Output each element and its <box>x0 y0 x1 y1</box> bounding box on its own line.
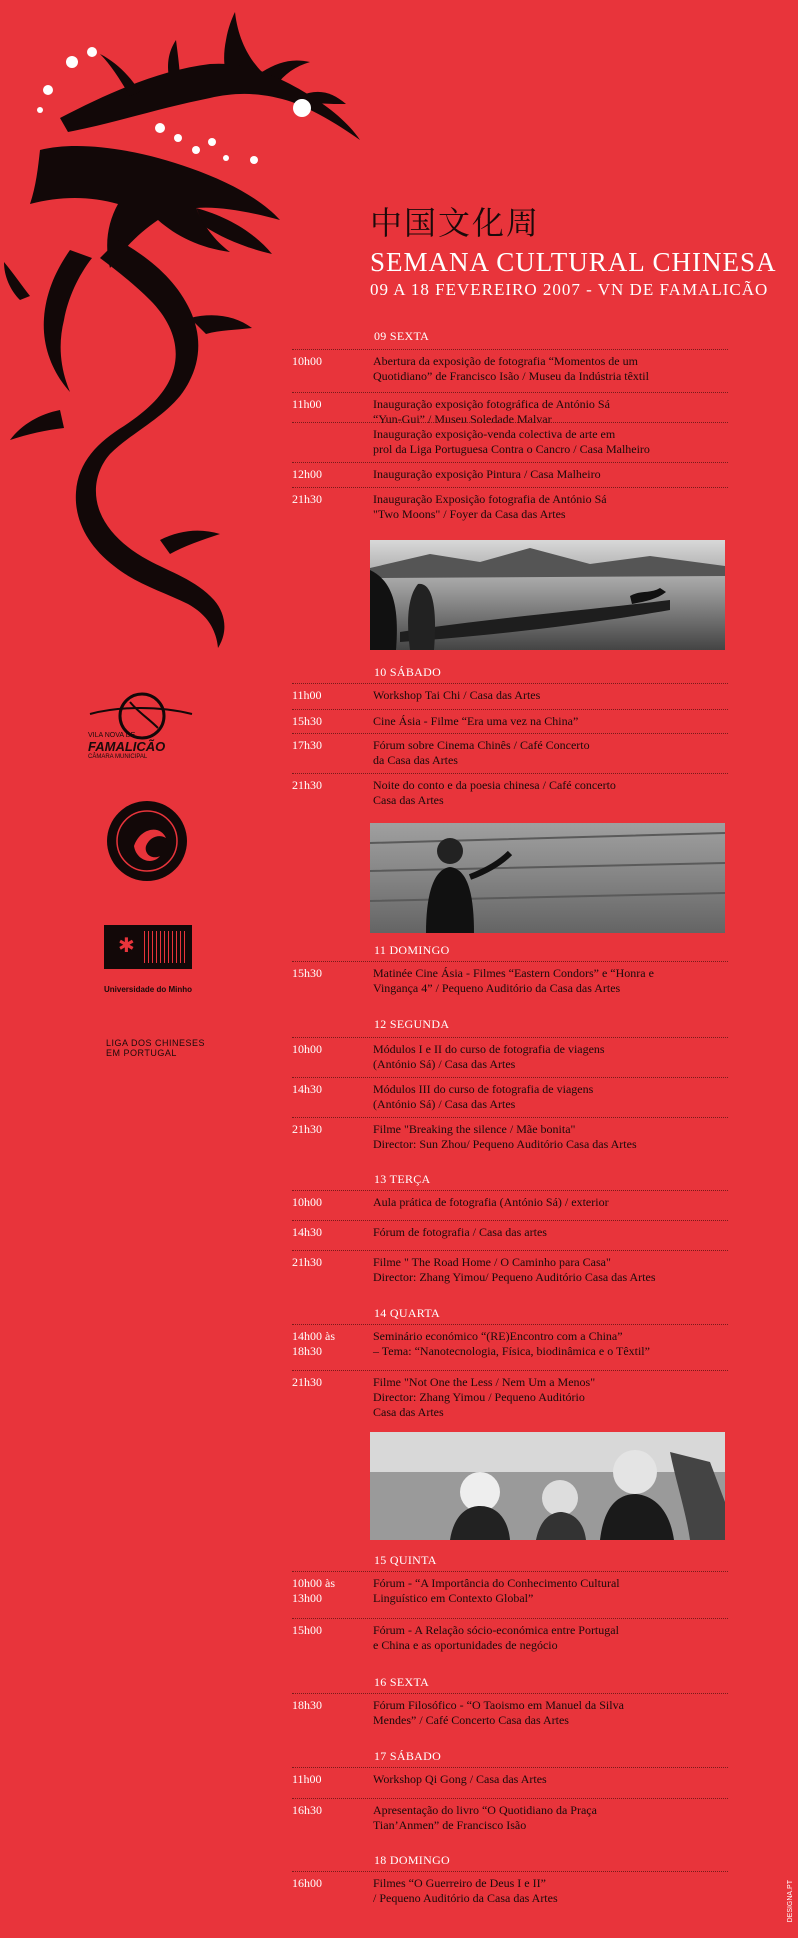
event-description <box>373 1042 728 1072</box>
title-chinese: 中国文化周 <box>370 204 541 242</box>
event-time: 21h30 <box>292 1122 322 1136</box>
event-description <box>373 1576 728 1606</box>
event-description-line: Cine Ásia - Filme “Era uma vez na China” <box>373 714 579 728</box>
event-row <box>292 462 728 481</box>
confucius-institute-logo <box>104 798 190 884</box>
event-description <box>373 1329 728 1359</box>
liga-chineses-logo <box>106 1038 205 1058</box>
event-description <box>373 1122 728 1152</box>
event-description-line: – Tema: “Nanotecnologia, Física, biodinâmica e o Têxtil” <box>373 1344 650 1358</box>
event-description <box>373 1255 728 1285</box>
event-description-line: Workshop Tai Chi / Casa das Artes <box>373 688 541 702</box>
liga-line1: LIGA DOS CHINESES <box>106 1038 206 1048</box>
event-description-line: Filme "Breaking the silence / Mãe bonita" <box>373 1122 576 1136</box>
event-description <box>373 1375 728 1420</box>
event-description-line: Fórum - “A Importância do Conhecimento Cultural <box>373 1576 620 1590</box>
event-description <box>373 1225 728 1240</box>
event-time: 11h00 <box>292 1772 322 1786</box>
event-description-line: Mendes” / Café Concerto Casa das Artes <box>373 1713 569 1727</box>
event-description <box>373 1876 728 1906</box>
event-row <box>292 422 728 456</box>
event-description <box>373 1623 728 1653</box>
event-description <box>373 427 728 457</box>
event-description-line: Linguístico em Contexto Global” <box>373 1591 534 1605</box>
event-row <box>292 1250 728 1284</box>
event-row <box>292 1077 728 1111</box>
page-title: SEMANA CULTURAL CHINESA <box>370 247 777 277</box>
day-heading: 09 SEXTA <box>374 329 430 343</box>
event-time: 14h00 às 18h30 <box>292 1329 335 1358</box>
event-row <box>292 1767 728 1786</box>
famalicao-logo <box>80 688 195 768</box>
event-time: 10h00 <box>292 1042 322 1056</box>
uminho-name: Universidade do Minho <box>104 985 193 994</box>
day-heading: 18 DOMINGO <box>374 1853 450 1867</box>
event-time: 21h30 <box>292 778 322 792</box>
event-description-line: "Two Moons" / Foyer da Casa das Artes <box>373 507 566 521</box>
photo-children-classroom <box>370 1432 725 1540</box>
event-description-line: Filme "Not One the Less / Nem Um a Menos" <box>373 1375 596 1389</box>
famalicao-line3: CÂMARA MUNICIPAL <box>88 754 148 760</box>
event-time: 17h30 <box>292 738 322 752</box>
event-description <box>373 467 728 482</box>
day-heading: 15 QUINTA <box>374 1553 437 1567</box>
event-description-line: Aula prática de fotografia (António Sá) / exterior <box>373 1195 609 1209</box>
event-description <box>373 492 728 522</box>
event-description <box>373 1082 728 1112</box>
event-row <box>292 683 728 702</box>
event-row <box>292 1571 728 1605</box>
event-row <box>292 1190 728 1209</box>
event-time: 14h30 <box>292 1225 322 1239</box>
day-heading: 17 SÁBADO <box>374 1749 442 1763</box>
day-heading: 14 QUARTA <box>374 1306 441 1320</box>
liga-line2: EM PORTUGAL <box>106 1048 177 1058</box>
event-row <box>292 1798 728 1832</box>
event-description-line: Workshop Qi Gong / Casa das Artes <box>373 1772 547 1786</box>
event-row <box>292 1871 728 1905</box>
event-time: 14h30 <box>292 1082 322 1096</box>
event-description <box>373 966 728 996</box>
event-time: 11h00 <box>292 688 322 702</box>
day-heading: 12 SEGUNDA <box>374 1017 450 1031</box>
event-description <box>373 688 728 703</box>
event-description-line: Fórum sobre Cinema Chinês / Café Concerto <box>373 738 590 752</box>
event-description-line: Matinée Cine Ásia - Filmes “Eastern Condors” e “Honra e <box>373 966 654 980</box>
event-description-line: Abertura da exposição de fotografia “Momentos de um <box>373 354 638 368</box>
event-description-line: Fórum de fotografia / Casa das artes <box>373 1225 547 1239</box>
event-description <box>373 778 728 808</box>
uminho-emblem <box>104 925 192 969</box>
confucius-seal-icon <box>104 798 190 884</box>
event-description <box>373 1803 728 1833</box>
event-row <box>292 733 728 767</box>
famalicao-name: FAMALICÃO <box>88 739 166 754</box>
photo-boats-lake <box>370 540 725 650</box>
event-description <box>373 738 728 768</box>
event-row <box>292 709 728 728</box>
event-time: 21h30 <box>292 1255 322 1269</box>
event-description-line: Tian’Anmen” de Francisco Isão <box>373 1818 527 1832</box>
dragon-illustration <box>0 0 365 660</box>
event-description-line: / Pequeno Auditório da Casa das Artes <box>373 1891 558 1905</box>
event-row <box>292 961 728 995</box>
event-time: 12h00 <box>292 467 322 481</box>
event-description-line: Filmes “O Guerreiro de Deus I e II” <box>373 1876 546 1890</box>
event-row <box>292 773 728 807</box>
event-time: 16h30 <box>292 1803 322 1817</box>
event-row <box>292 349 728 383</box>
event-description-line: Inauguração exposição-venda colectiva de arte em <box>373 427 616 441</box>
event-row <box>292 1117 728 1151</box>
event-time: 10h00 às 13h00 <box>292 1576 335 1605</box>
event-description <box>373 1772 728 1787</box>
event-description-line: Módulos III do curso de fotografia de viagens <box>373 1082 594 1096</box>
event-row <box>292 1693 728 1727</box>
event-description-line: Fórum - A Relação sócio-económica entre Portugal <box>373 1623 619 1637</box>
event-description-line: Fórum Filosófico - “O Taoismo em Manuel da Silva <box>373 1698 624 1712</box>
event-description <box>373 354 728 384</box>
event-description-line: e China e as oportunidades de negócio <box>373 1638 558 1652</box>
day-heading: 11 DOMINGO <box>374 943 450 957</box>
event-description-line: Noite do conto e da poesia chinesa / Café concerto <box>373 778 616 792</box>
event-row <box>292 1220 728 1239</box>
uminho-stripes <box>144 931 186 963</box>
event-description-line: Apresentação do livro “O Quotidiano da Praça <box>373 1803 597 1817</box>
event-description-line: Casa das Artes <box>373 1405 444 1419</box>
event-time: 10h00 <box>292 354 322 368</box>
event-description-line: Director: Zhang Yimou/ Pequeno Auditório Casa das Artes <box>373 1270 656 1284</box>
event-time: 18h30 <box>292 1698 322 1712</box>
day-heading: 10 SÁBADO <box>374 665 442 679</box>
event-row <box>292 1324 728 1358</box>
event-time: 16h00 <box>292 1876 322 1890</box>
event-description-line: (António Sá) / Casa das Artes <box>373 1057 516 1071</box>
event-description-line: Filme " The Road Home / O Caminho para Casa" <box>373 1255 611 1269</box>
event-description-line: Módulos I e II do curso de fotografia de viagens <box>373 1042 605 1056</box>
event-row <box>292 1037 728 1071</box>
event-description-line: Inauguração exposição Pintura / Casa Malheiro <box>373 467 601 481</box>
page-subtitle: 09 A 18 FEVEREIRO 2007 - VN DE FAMALICÃO <box>370 280 769 299</box>
event-description <box>373 1698 728 1728</box>
event-time: 21h30 <box>292 492 322 506</box>
event-time: 15h00 <box>292 1623 322 1637</box>
event-description-line: “Yun-Gui” / Museu Soledade Malvar <box>373 412 552 426</box>
event-description-line: (António Sá) / Casa das Artes <box>373 1097 516 1111</box>
event-description-line: Seminário económico “(RE)Encontro com a China” <box>373 1329 623 1343</box>
event-description-line: Director: Zhang Yimou / Pequeno Auditório <box>373 1390 585 1404</box>
event-description-line: prol da Liga Portuguesa Contra o Cancro / Casa Malheiro <box>373 442 650 456</box>
event-description-line: Casa das Artes <box>373 793 444 807</box>
event-description <box>373 714 728 729</box>
event-description-line: Vingança 4” / Pequeno Auditório da Casa das Artes <box>373 981 621 995</box>
event-time: 11h00 <box>292 397 322 411</box>
event-description-line: Director: Sun Zhou/ Pequeno Auditório Casa das Artes <box>373 1137 637 1151</box>
event-description-line: da Casa das Artes <box>373 753 458 767</box>
event-row <box>292 392 728 426</box>
event-time: 21h30 <box>292 1375 322 1389</box>
uminho-star-icon: ✱ <box>118 935 135 957</box>
uminho-logo <box>104 925 194 1000</box>
day-heading: 13 TERÇA <box>374 1172 431 1186</box>
event-description-line: Quotidiano” de Francisco Isão / Museu da Indústria têxtil <box>373 369 649 383</box>
day-heading: 16 SEXTA <box>374 1675 430 1689</box>
event-description-line: Inauguração Exposição fotografia de António Sá <box>373 492 607 506</box>
event-row <box>292 1618 728 1652</box>
event-time: 15h30 <box>292 966 322 980</box>
event-time: 10h00 <box>292 1195 322 1209</box>
event-row <box>292 487 728 521</box>
famalicao-line1: VILA NOVA DE <box>88 732 136 739</box>
photo-woman-wall <box>370 823 725 933</box>
event-description-line: Inauguração exposição fotográfica de António Sá <box>373 397 610 411</box>
event-row <box>292 1370 728 1419</box>
design-credit: DESIGNA.PT <box>787 1879 794 1922</box>
event-time: 15h30 <box>292 714 322 728</box>
event-description <box>373 1195 728 1210</box>
